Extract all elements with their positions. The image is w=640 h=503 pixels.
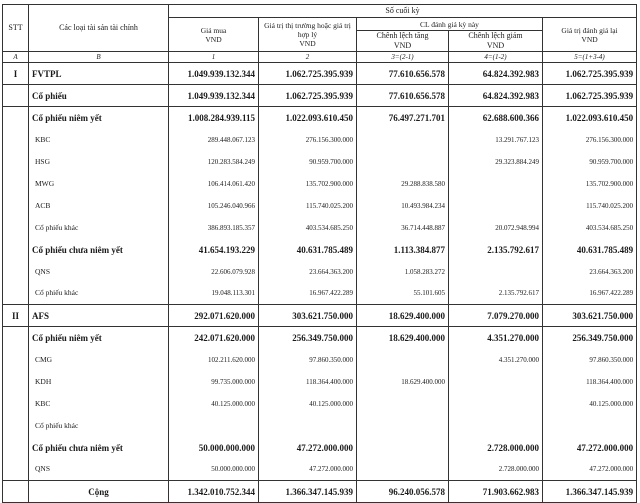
row-increase <box>357 129 449 151</box>
row-name: QNS <box>29 459 169 481</box>
header-market-value-unit: VND <box>299 39 316 48</box>
column-index: B <box>29 52 169 63</box>
row-revalued: 47.272.000.000 <box>543 437 637 459</box>
row-decrease <box>449 195 543 217</box>
row-cost: 105.246.040.966 <box>169 195 259 217</box>
row-name: MWG <box>29 173 169 195</box>
header-market-value-label: Giá trị thị trường hoặc giá trị hợp lý <box>264 21 351 39</box>
row-increase: 18.629.400.000 <box>357 371 449 393</box>
total-stt-cell <box>3 481 29 503</box>
row-stt <box>3 195 29 217</box>
row-stt <box>3 217 29 239</box>
row-increase <box>357 393 449 415</box>
row-cost: 1.008.284.939.115 <box>169 107 259 129</box>
row-name: FVTPL <box>29 63 169 85</box>
row-increase <box>357 415 449 437</box>
header-market-value <box>259 18 357 52</box>
table-row <box>3 217 637 239</box>
header-decrease-label: Chênh lệch giảm <box>468 31 523 40</box>
header-cost-label: Giá mua <box>200 25 227 35</box>
header-revalued-unit: VND <box>581 34 598 44</box>
table-row <box>3 327 637 349</box>
header-cost <box>169 18 259 52</box>
row-increase: 18.629.400.000 <box>357 305 449 327</box>
row-revalued <box>543 415 637 437</box>
row-revalued: 303.621.750.000 <box>543 305 637 327</box>
row-stt <box>3 371 29 393</box>
total-cost: 1.342.010.752.344 <box>169 481 259 503</box>
row-market-value: 403.534.685.250 <box>259 217 357 239</box>
row-cost: 41.654.193.229 <box>169 239 259 261</box>
row-stt: II <box>3 305 29 327</box>
row-revalued: 47.272.000.000 <box>543 459 637 481</box>
row-revalued: 1.062.725.395.939 <box>543 85 637 107</box>
row-decrease <box>449 173 543 195</box>
row-name: Cổ phiếu chưa niêm yết <box>29 239 169 261</box>
total-revalued: 1.366.347.145.939 <box>543 481 637 503</box>
row-cost: 386.893.185.357 <box>169 217 259 239</box>
row-market-value: 303.621.750.000 <box>259 305 357 327</box>
row-market-value: 40.125.000.000 <box>259 393 357 415</box>
row-increase: 36.714.448.887 <box>357 217 449 239</box>
row-market-value: 1.062.725.395.939 <box>259 85 357 107</box>
row-revalued: 135.702.900.000 <box>543 173 637 195</box>
row-name: Cổ phiếu khác <box>29 217 169 239</box>
row-increase: 1.058.283.272 <box>357 261 449 283</box>
column-index: A <box>3 52 29 63</box>
row-revalued: 1.022.093.610.450 <box>543 107 637 129</box>
row-name: HSG <box>29 151 169 173</box>
row-market-value: 256.349.750.000 <box>259 327 357 349</box>
row-stt <box>3 437 29 459</box>
row-decrease <box>449 393 543 415</box>
row-revalued: 23.664.363.200 <box>543 261 637 283</box>
row-decrease <box>449 371 543 393</box>
header-decrease <box>449 31 543 52</box>
row-revalued: 90.959.700.000 <box>543 151 637 173</box>
row-decrease: 29.323.884.249 <box>449 151 543 173</box>
row-increase: 18.629.400.000 <box>357 327 449 349</box>
row-name: KBC <box>29 129 169 151</box>
row-increase: 76.497.271.701 <box>357 107 449 129</box>
row-revalued: 256.349.750.000 <box>543 327 637 349</box>
table-row <box>3 85 637 107</box>
row-market-value: 97.860.350.000 <box>259 349 357 371</box>
row-stt <box>3 393 29 415</box>
row-decrease: 2.135.792.617 <box>449 283 543 305</box>
row-name: Cổ phiếu khác <box>29 283 169 305</box>
column-index-row <box>3 52 637 63</box>
row-revalued: 403.534.685.250 <box>543 217 637 239</box>
row-decrease <box>449 415 543 437</box>
row-increase: 77.610.656.578 <box>357 85 449 107</box>
table-row <box>3 283 637 305</box>
row-increase: 77.610.656.578 <box>357 63 449 85</box>
table-row <box>3 107 637 129</box>
row-revalued: 276.156.300.000 <box>543 129 637 151</box>
row-cost: 1.049.939.132.344 <box>169 63 259 85</box>
table-row <box>3 173 637 195</box>
header-period-group: Số cuối kỳ <box>169 5 637 18</box>
row-decrease: 2.135.792.617 <box>449 239 543 261</box>
row-name: AFS <box>29 305 169 327</box>
row-stt <box>3 327 29 349</box>
row-market-value: 90.959.700.000 <box>259 151 357 173</box>
row-market-value: 47.272.000.000 <box>259 437 357 459</box>
header-increase-label: Chênh lệch tăng <box>376 31 429 40</box>
column-index: 3=(2-1) <box>357 52 449 63</box>
row-market-value <box>259 415 357 437</box>
row-stt <box>3 415 29 437</box>
row-decrease: 64.824.392.983 <box>449 85 543 107</box>
row-cost: 22.606.079.928 <box>169 261 259 283</box>
row-stt <box>3 283 29 305</box>
row-cost: 242.071.620.000 <box>169 327 259 349</box>
row-revalued: 97.860.350.000 <box>543 349 637 371</box>
column-index: 5=(1+3-4) <box>543 52 637 63</box>
row-revalued: 1.062.725.395.939 <box>543 63 637 85</box>
row-stt <box>3 129 29 151</box>
row-stt <box>3 85 29 107</box>
table-row <box>3 195 637 217</box>
row-revalued: 115.740.025.200 <box>543 195 637 217</box>
row-name: ACB <box>29 195 169 217</box>
row-stt <box>3 173 29 195</box>
table-row <box>3 371 637 393</box>
row-cost: 1.049.939.132.344 <box>169 85 259 107</box>
row-increase <box>357 437 449 459</box>
row-increase <box>357 151 449 173</box>
total-row <box>3 481 637 503</box>
row-cost: 289.448.067.123 <box>169 129 259 151</box>
table-row <box>3 393 637 415</box>
row-cost: 50.000.000.000 <box>169 437 259 459</box>
row-decrease: 20.072.948.994 <box>449 217 543 239</box>
table-body <box>3 63 637 503</box>
table-row <box>3 129 637 151</box>
row-market-value: 118.364.400.000 <box>259 371 357 393</box>
row-revalued: 16.967.422.289 <box>543 283 637 305</box>
row-name: Cổ phiếu niêm yết <box>29 327 169 349</box>
table-row <box>3 151 637 173</box>
row-revalued: 40.125.000.000 <box>543 393 637 415</box>
table-row <box>3 239 637 261</box>
header-revalued-label: Giá trị đánh giá lại <box>561 25 618 35</box>
row-cost <box>169 415 259 437</box>
row-name: KBC <box>29 393 169 415</box>
row-stt <box>3 349 29 371</box>
header-decrease-unit: VND <box>486 41 505 50</box>
header-category: Các loại tài sản tài chính <box>29 5 169 52</box>
table-row <box>3 63 637 85</box>
financial-assets-table-container <box>2 4 636 503</box>
row-cost: 50.000.000.000 <box>169 459 259 481</box>
table-row <box>3 349 637 371</box>
table-row <box>3 261 637 283</box>
row-cost: 102.211.620.000 <box>169 349 259 371</box>
row-name: Cổ phiếu khác <box>29 415 169 437</box>
row-decrease: 7.079.270.000 <box>449 305 543 327</box>
row-increase: 29.288.838.580 <box>357 173 449 195</box>
row-name: KDH <box>29 371 169 393</box>
row-stt <box>3 107 29 129</box>
row-market-value: 115.740.025.200 <box>259 195 357 217</box>
row-cost: 106.414.061.420 <box>169 173 259 195</box>
row-decrease: 2.728.000.000 <box>449 459 543 481</box>
row-decrease: 13.291.767.123 <box>449 129 543 151</box>
financial-assets-revaluation-table <box>2 4 637 503</box>
row-decrease: 4.351.270.000 <box>449 349 543 371</box>
row-revalued: 118.364.400.000 <box>543 371 637 393</box>
total-increase: 96.240.056.578 <box>357 481 449 503</box>
row-decrease <box>449 261 543 283</box>
row-name: Cổ phiếu niêm yết <box>29 107 169 129</box>
header-revalued <box>543 18 637 52</box>
row-market-value: 1.062.725.395.939 <box>259 63 357 85</box>
column-index: 4=(1-2) <box>449 52 543 63</box>
total-label: Cộng <box>29 481 169 503</box>
row-stt <box>3 261 29 283</box>
row-stt <box>3 459 29 481</box>
row-name: Cổ phiếu chưa niêm yết <box>29 437 169 459</box>
header-revaluation-group: CL đánh giá kỳ này <box>357 18 543 31</box>
row-decrease: 62.688.600.366 <box>449 107 543 129</box>
row-market-value: 47.272.000.000 <box>259 459 357 481</box>
row-cost: 40.125.000.000 <box>169 393 259 415</box>
row-stt <box>3 239 29 261</box>
row-decrease: 2.728.000.000 <box>449 437 543 459</box>
row-revalued: 40.631.785.489 <box>543 239 637 261</box>
row-name: CMG <box>29 349 169 371</box>
total-market-value: 1.366.347.145.939 <box>259 481 357 503</box>
row-cost: 120.283.584.249 <box>169 151 259 173</box>
row-market-value: 23.664.363.200 <box>259 261 357 283</box>
header-stt: STT <box>3 5 29 52</box>
row-cost: 99.735.000.000 <box>169 371 259 393</box>
row-decrease: 4.351.270.000 <box>449 327 543 349</box>
row-stt: I <box>3 63 29 85</box>
row-increase <box>357 349 449 371</box>
row-cost: 292.071.620.000 <box>169 305 259 327</box>
header-increase <box>357 31 449 52</box>
table-row <box>3 437 637 459</box>
table-row <box>3 459 637 481</box>
row-increase: 10.493.984.234 <box>357 195 449 217</box>
row-stt <box>3 151 29 173</box>
row-name: QNS <box>29 261 169 283</box>
row-market-value: 276.156.300.000 <box>259 129 357 151</box>
row-cost: 19.048.113.301 <box>169 283 259 305</box>
row-market-value: 40.631.785.489 <box>259 239 357 261</box>
row-decrease: 64.824.392.983 <box>449 63 543 85</box>
header-increase-unit: VND <box>393 41 412 50</box>
row-market-value: 135.702.900.000 <box>259 173 357 195</box>
total-decrease: 71.903.662.983 <box>449 481 543 503</box>
row-market-value: 1.022.093.610.450 <box>259 107 357 129</box>
row-increase <box>357 459 449 481</box>
row-increase: 1.113.384.877 <box>357 239 449 261</box>
table-row <box>3 415 637 437</box>
column-index: 2 <box>259 52 357 63</box>
row-increase: 55.101.605 <box>357 283 449 305</box>
header-cost-unit: VND <box>205 34 222 44</box>
column-index: 1 <box>169 52 259 63</box>
row-market-value: 16.967.422.289 <box>259 283 357 305</box>
row-name: Cổ phiếu <box>29 85 169 107</box>
table-row <box>3 305 637 327</box>
